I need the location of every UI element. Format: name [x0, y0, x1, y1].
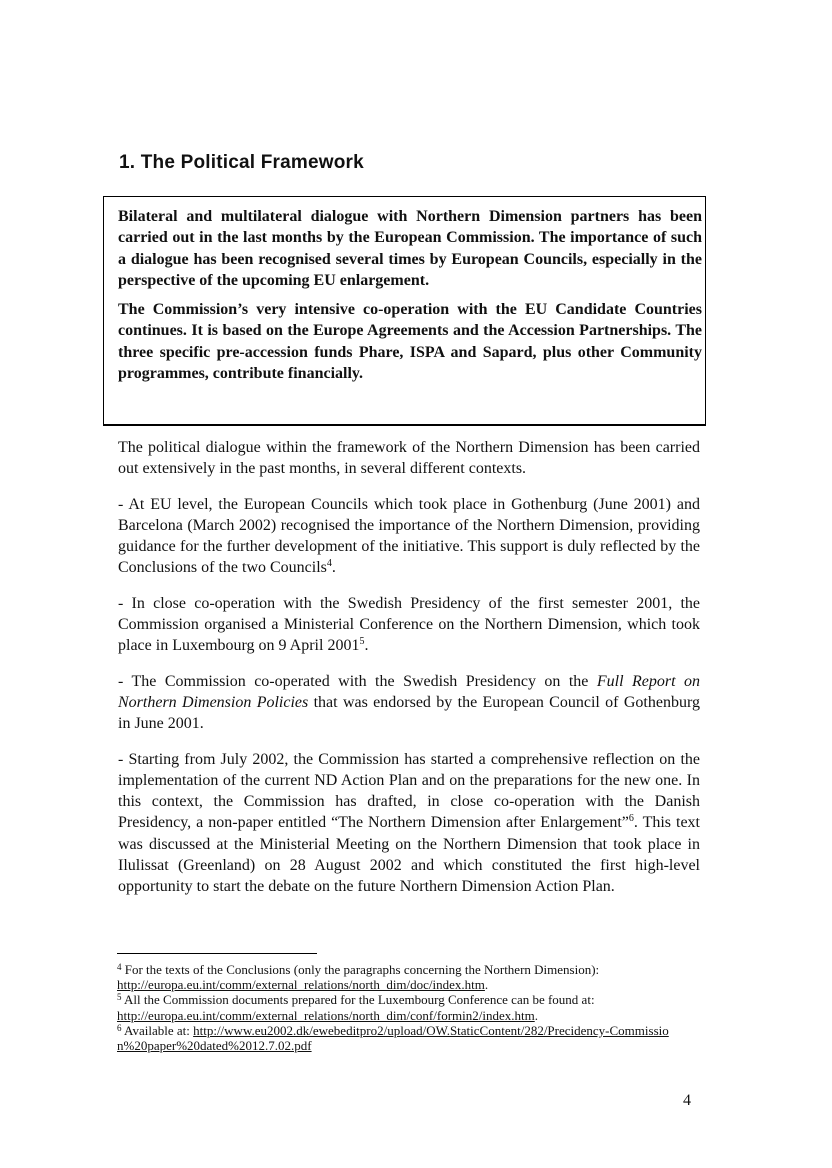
body-text	[118, 437, 700, 912]
body-paragraph-5	[118, 749, 700, 898]
footnote-tail: .	[534, 1007, 538, 1023]
body-paragraph-2-end: .	[331, 559, 336, 577]
footnote-ref-6[interactable]: 6	[628, 813, 634, 825]
summary-box	[103, 196, 706, 426]
footnote-number: 4	[117, 962, 122, 972]
footnote-tail: .	[484, 977, 489, 993]
summary-paragraph-2: The Commission’s very intensive co-operation with the EU Candidate Countries continues. It is based on the Europe Agreements and the Accession Partnerships. The three specific pre-accession funds Phare, ISPA and Sapard, plus other Community programmes, contribute financially.	[118, 301, 702, 382]
footnote-ref-5[interactable]: 5	[359, 636, 365, 648]
footnote-text: Available at:	[121, 1022, 194, 1038]
body-paragraph-5-end: . This text was discussed at the Ministerial Meeting on the Northern Dimension that took place in Ilulissat (Greenland) on 28 August 2002 and which constituted the first high-level opportunity to start the debate on the future Northern Dimension Action Plan.	[118, 814, 700, 896]
body-paragraph-5-text: - Starting from July 2002, the Commission has started a comprehensive reflection on the implementation of the current ND Action Plan and on the preparations for the new one. In this context, the Commission has drafted, in close co-operation with the Danish Presidency, a non-paper entitled “The Northern Dimension after Enlargement”	[118, 750, 700, 832]
footnote-link[interactable]: http://www.eu2002.dk/ewebeditpro2/upload/OW.StaticContent/282/Precidency-Commission%20paper%20dated%2012.7.02.pdf	[117, 1022, 669, 1054]
section-heading: 1. The Political Framework	[119, 152, 364, 173]
footnotes	[117, 962, 677, 1053]
body-paragraph-4-text: - The Commission co-operated with the Swedish Presidency on the	[118, 672, 597, 690]
body-paragraph-1: The political dialogue within the framework of the Northern Dimension has been carried out extensively in the past months, in several different contexts.	[118, 439, 700, 478]
body-paragraph-4	[118, 671, 700, 735]
footnote-text: All the Commission documents prepared for the Luxembourg Conference can be found at:	[121, 992, 595, 1008]
summary-paragraph-1: Bilateral and multilateral dialogue with Northern Dimension partners has been carried out in the last months by the European Commission. The importance of such a dialogue has been recognised several times by European Councils, especially in the perspective of the upcoming EU enlargement.	[118, 208, 702, 289]
body-paragraph-3	[118, 593, 700, 657]
footnote-6	[117, 1023, 677, 1053]
footnote-5	[117, 992, 677, 1022]
footnote-text: For the texts of the Conclusions (only the paragraphs concerning the Northern Dimension):	[121, 962, 600, 977]
footnote-link[interactable]: http://europa.eu.int/comm/external_relations/north_dim/conf/formin2/index.htm	[117, 1007, 535, 1023]
footnote-4	[117, 962, 677, 992]
page-number: 4	[683, 1092, 691, 1109]
body-paragraph-2	[118, 494, 700, 579]
footnote-divider	[117, 953, 317, 954]
body-paragraph-2-text: - At EU level, the European Councils which took place in Gothenburg (June 2001) and Barcelona (March 2002) recognised the importance of the Northern Dimension, providing guidance for the further development of the initiative. This support is duly reflected by the Conclusions of the two Councils	[118, 495, 700, 577]
footnote-number: 6	[117, 1022, 122, 1033]
footnote-ref-4[interactable]: 4	[326, 558, 332, 570]
body-paragraph-3-end: .	[364, 637, 369, 655]
footnote-link[interactable]: http://europa.eu.int/comm/external_relations/north_dim/doc/index.htm	[117, 977, 485, 993]
report-title: Full Report on Northern Dimension Policies	[118, 672, 700, 711]
body-paragraph-3-text: - In close co-operation with the Swedish Presidency of the first semester 2001, the Commission organised a Ministerial Conference on the Northern Dimension, which took place in Luxembourg on 9 April 2001	[118, 594, 700, 655]
footnote-number: 5	[117, 992, 122, 1003]
body-paragraph-4-end: that was endorsed by the European Council of Gothenburg in June 2001.	[118, 693, 700, 733]
